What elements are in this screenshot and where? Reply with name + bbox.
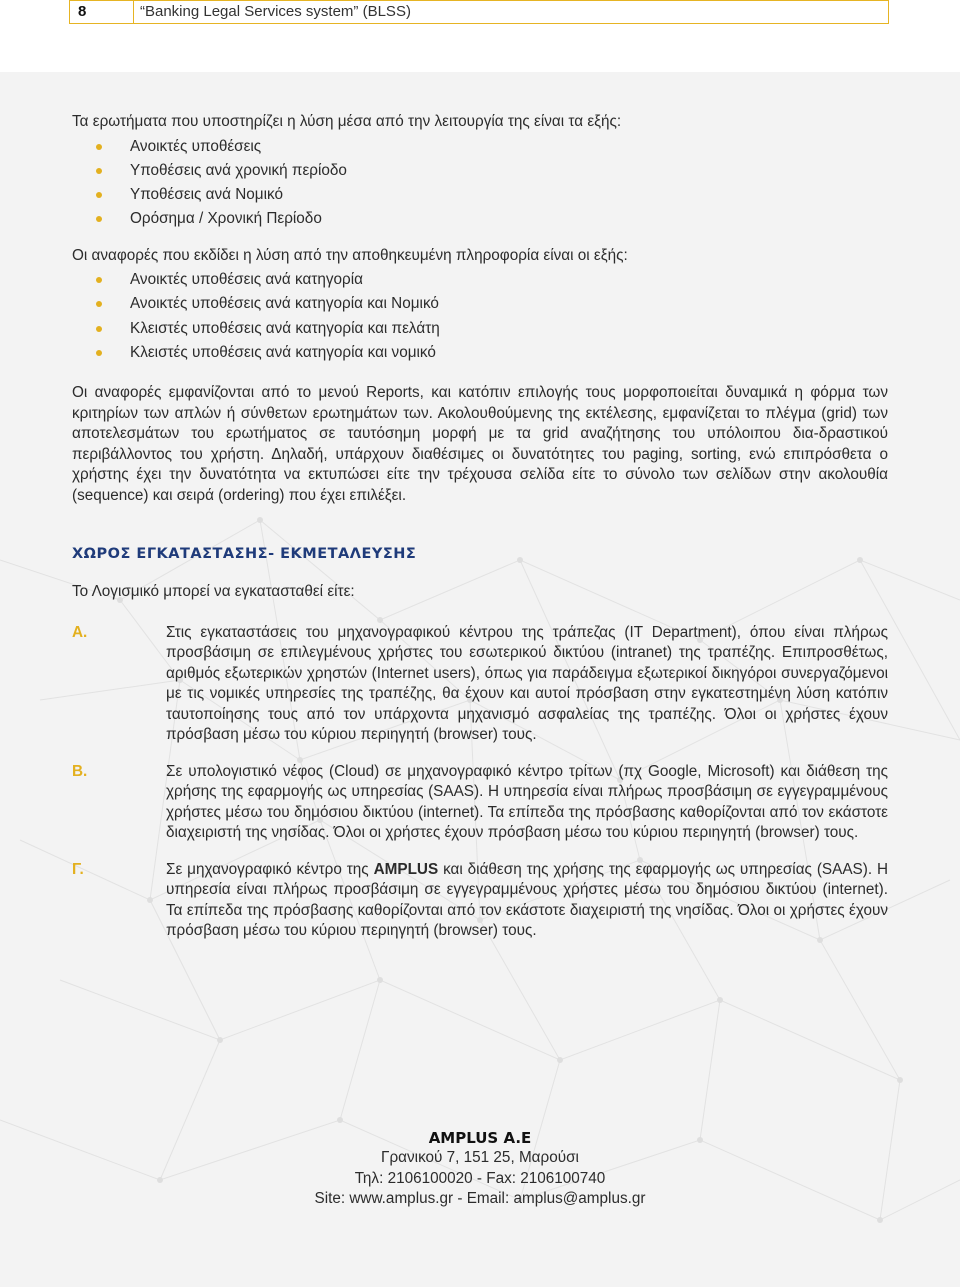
option-text: Σε μηχανογραφικό κέντρο της AMPLUS και διάθεση της χρήσης της εφαρμογής ως υπηρεσίας (SAAS). Η υπηρεσία είναι πλήρως προσβάσιμη σε εγγεγραμμένους χρήστες μέσω του δημόσιου δικτύου (internet). Τα επίπεδα της πρόσβασης καθορίζονται από τον εκάστοτε διαχειριστή της νησίδας. Όλοι οι χρήστες έχουν πρόσβαση μέσω του κύριου περιηγητή (browser) τους. [166,860,889,940]
option-letter: Β. [72,762,88,780]
reports-intro: Οι αναφορές που εκδίδει η λύση από την αποθηκευμένη πληροφορία είναι οι εξής: [72,246,628,264]
company-address: Γρανικού 7, 151 25, Μαρούσι [381,1149,579,1166]
bullet-icon [96,277,102,283]
install-option-c [72,860,888,942]
reports-list [72,268,888,365]
list-item: Ανοικτές υποθέσεις ανά κατηγορία και Νομικό [130,292,888,316]
queries-intro: Τα ερωτήματα που υποστηρίζει η λύση μέσα από την λειτουργία της είναι τα εξής: [72,113,622,130]
bullet-icon [96,144,102,150]
list-item: Ορόσημα / Χρονική Περίοδο [130,207,888,231]
option-letter: Γ. [72,860,84,878]
install-intro: Το Λογισμικό μπορεί να εγκατασταθεί είτε: [72,583,355,601]
company-phones: Τηλ: 2106100020 - Fax: 2106100740 [354,1169,606,1187]
company-web: Site: www.amplus.gr - Email: amplus@amplus.gr [314,1190,646,1207]
footer [0,1128,960,1210]
main-content [72,112,888,942]
company-name: AMPLUS A.E [428,1129,532,1147]
section-title: ΧΩΡΟΣ ΕΓΚΑΤΑΣΤΑΣΗΣ- ΕΚΜΕΤΑΛΕΥΣΗΣ [72,546,417,563]
install-option-b [72,762,888,844]
option-text: Στις εγκαταστάσεις του μηχανογραφικού κέντρου της τράπεζας (IT Department), όπου είναι πλήρως προσβάσιμη σε επιλεγμένους χρήστες του εσωτερικού δικτύου (intranet) της τραπέζης. Επιπροσθέτως, αριθμός εξωτερικών χρηστών (Internet users), όπως για παράδειγμα εξωτερικοί δικηγόροι συνεργαζόμενοι με τις νομικές υπηρεσίες της τραπέζης, θα έχουν και αυτοί πρόσβαση στην εγκατεστημένη λύση κατόπιν ταυτοποίησης τους από τον υπάρχοντα μηχανισμό ασφαλείας της τραπέζης. Όλοι οι χρήστες έχουν πρόσβαση μέσω του κύριου περιηγητή (browser) τους. [166,623,888,744]
list-item: Κλειστές υποθέσεις ανά κατηγορία και νομικό [130,341,888,365]
option-letter: Α. [72,623,88,641]
bullet-icon [96,350,102,356]
install-option-a [72,623,888,746]
bullet-icon [96,301,102,307]
page-number: 8 [70,1,134,23]
bullet-icon [96,168,102,174]
list-item: Ανοικτές υποθέσεις [130,135,888,159]
bullet-icon [96,326,102,332]
list-item: Ανοικτές υποθέσεις ανά κατηγορία [130,268,888,292]
option-text: Σε υπολογιστικό νέφος (Cloud) σε μηχανογραφικό κέντρο τρίτων (πχ Google, Microsoft) και διάθεση της χρήσης της εφαρμογής ως υπηρεσίας (SAAS). Η υπηρεσία είναι πλήρως προσβάσιμη σε εγγεγραμμένους χρήστες μέσω του δημόσιου δικτύου (internet). Τα επίπεδα της πρόσβασης καθορίζονται από τον εκάστοτε διαχειριστή της νησίδας. Όλοι οι χρήστες έχουν πρόσβαση μέσω του κύριου περιηγητή (browser) τους. [166,762,888,842]
list-item: Υποθέσεις ανά Νομικό [130,183,888,207]
bullet-icon [96,216,102,222]
amplus-bold: AMPLUS [373,860,439,878]
bullet-icon [96,192,102,198]
reports-paragraph: Οι αναφορές εμφανίζονται από το μενού Reports, και κατόπιν επιλογής τους μορφοποιείται δυναμικά η φόρμα των κριτηρίων των απλών ή σύνθετων ερωτημάτων των. Ακολουθούμενης της εκτέλεσης, εμφανίζεται το πλέγμα (grid) των αποτελεσμάτων του ερωτήματος σε ταυτόσημη μορφή με τα grid αναζήτησης του υπόλοιπου δια-δραστικού περιβάλλοντος του χρήστη. Δηλαδή, υπάρχουν διαθέσιμες οι δυνατότητες του paging, sorting, ενώ επιπρόσθετα ο χρήστης έχει την δυνατότητα να εκτυπώσει είτε την τρέχουσα σελίδα είτε το σύνολο των σελίδων στην ακολουθία (sequence) και σειρά (ordering) που έχει επιλέξει. [72,384,888,504]
page-header [69,0,889,24]
list-item: Υποθέσεις ανά χρονική περίοδο [130,159,888,183]
queries-list [72,135,888,232]
document-title: “Banking Legal Services system” (BLSS) [140,3,411,20]
list-item: Κλειστές υποθέσεις ανά κατηγορία και πελάτη [130,317,888,341]
